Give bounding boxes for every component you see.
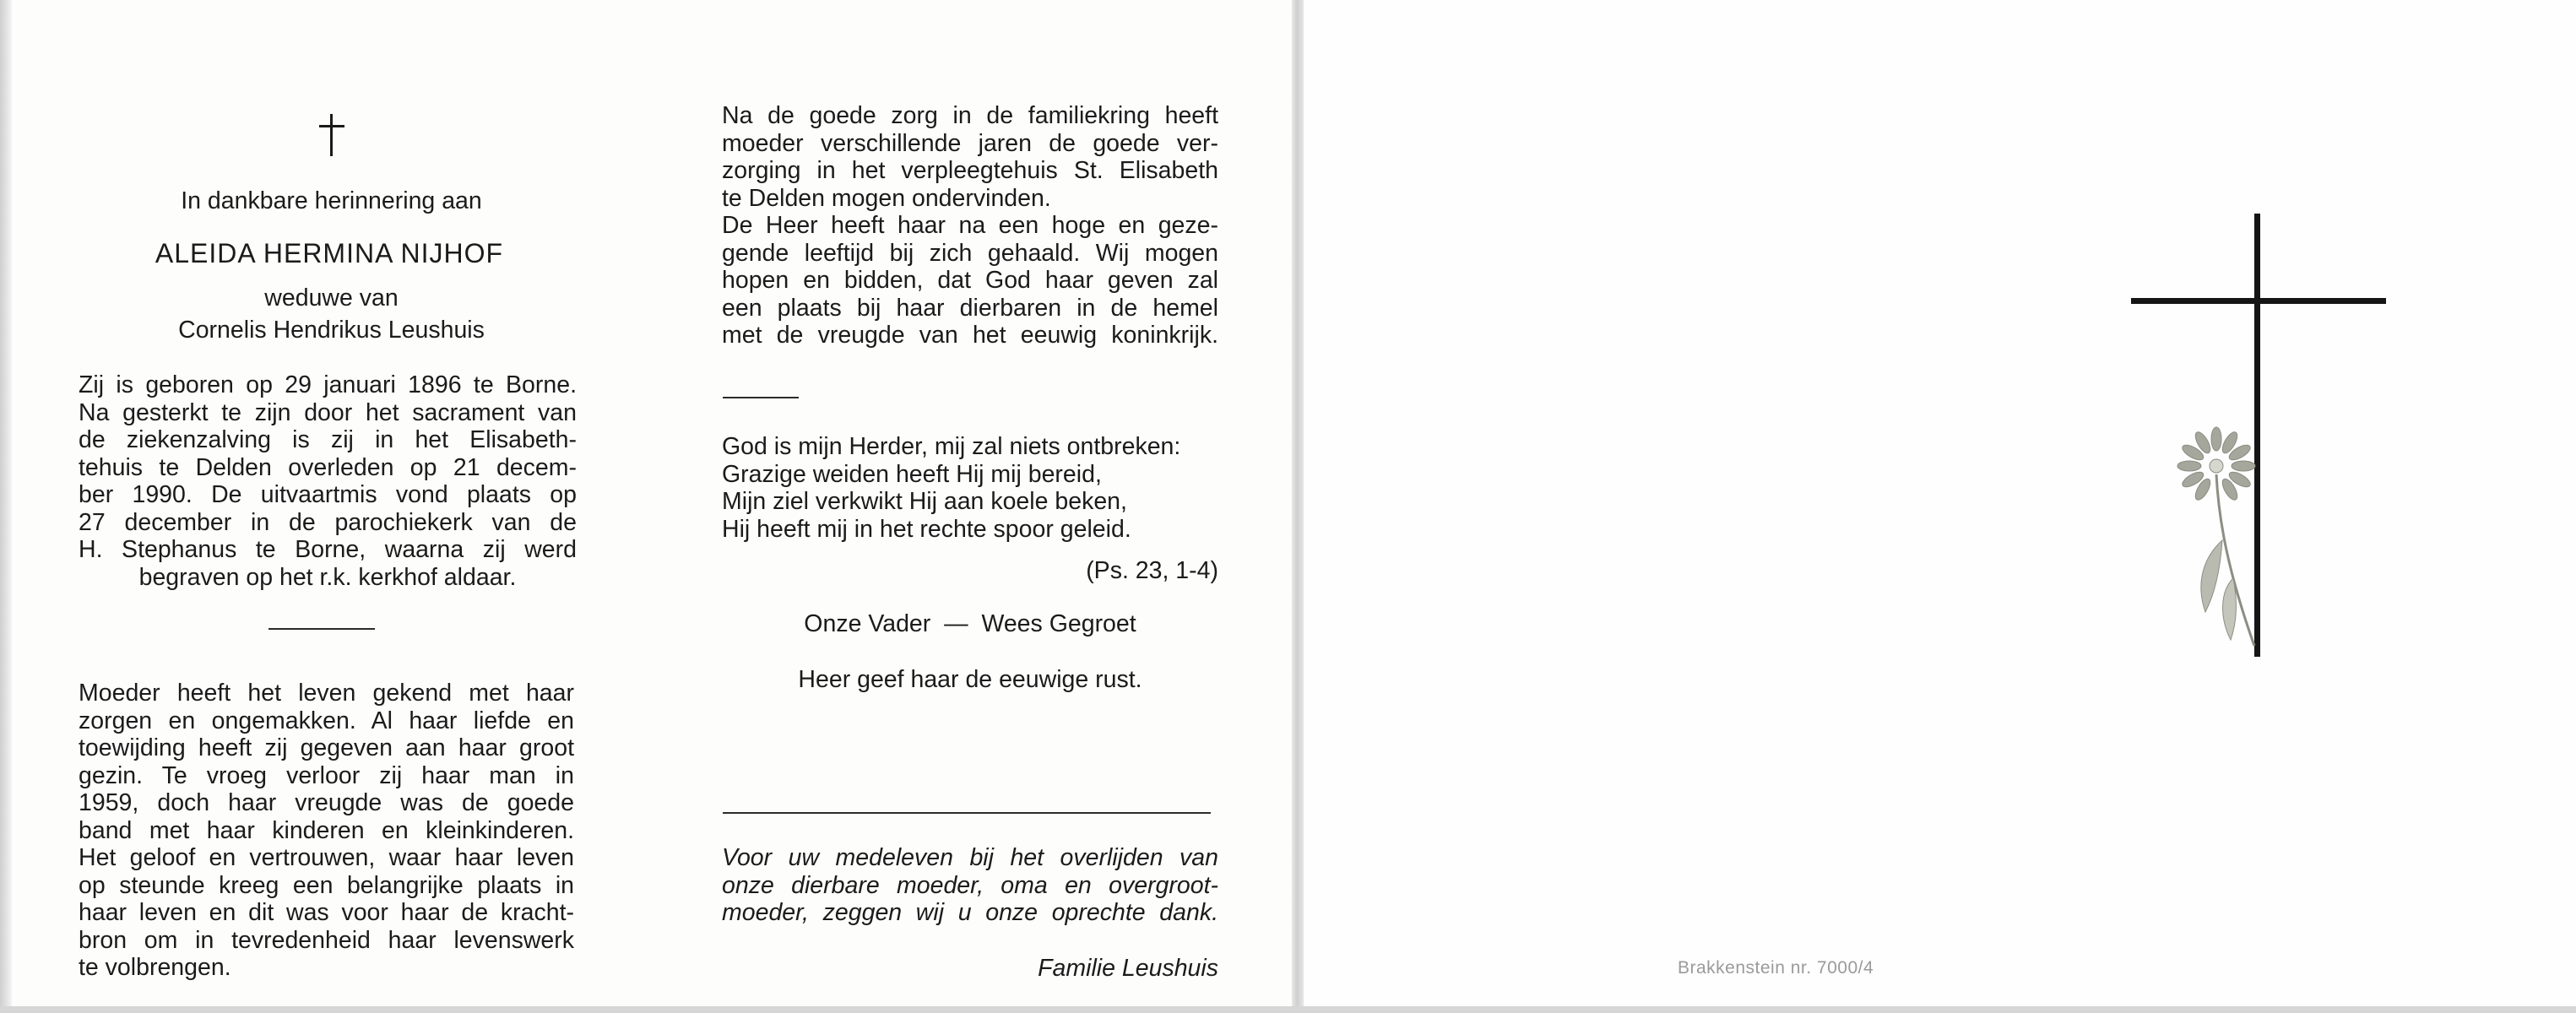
card-fold <box>1292 0 1304 1013</box>
bio-line: 27 december in de parochiekerk van de <box>79 508 577 536</box>
life-line: Het geloof en vertrouwen, waar haar leven <box>79 844 574 871</box>
bio-line: H. Stephanus te Borne, waarna zij werd <box>79 536 577 563</box>
psalm-line: Hij heeft mij in het rechte spoor geleid. <box>722 515 1131 543</box>
printer-imprint: Brakkenstein nr. 7000/4 <box>1678 958 1874 978</box>
bio-line: de ziekenzalving is zij in het Elisabeth- <box>79 426 577 453</box>
thanks-line: onze dierbare moeder, oma en overgroot- <box>722 871 1218 899</box>
thanks-line: Voor uw medeleven bij het overlijden van <box>722 844 1218 871</box>
thanks-line: moeder, zeggen wij u onze oprechte dank. <box>722 899 1218 926</box>
life-line: gezin. Te vroeg verloor zij haar man in <box>79 761 574 789</box>
life-line: zorgen en ongemakken. Al haar liefde en <box>79 707 574 734</box>
front-cover <box>1304 0 2576 1013</box>
life-line: op steunde kreeg een belangrijke plaats in <box>79 871 574 899</box>
section-divider <box>723 397 799 398</box>
life-line: band met haar kinderen en kleinkinderen. <box>79 816 574 844</box>
psalm-reference: (Ps. 23, 1-4) <box>1086 557 1218 584</box>
bio-line: Zij is geboren op 29 januari 1896 te Borne. <box>79 371 577 398</box>
care-line: De Heer heeft haar na een hoge en geze- <box>722 212 1218 239</box>
card-edge-shadow <box>0 0 12 1013</box>
section-divider-long <box>723 812 1211 814</box>
large-cross-bar <box>2131 298 2386 304</box>
scan-bottom-edge <box>0 1006 2576 1013</box>
section-divider <box>268 628 375 630</box>
care-line: gende leeftijd bij zich gehaald. Wij mogen <box>722 239 1218 267</box>
bio-line: tehuis te Delden overleden op 21 decem- <box>79 453 577 481</box>
psalm-line: God is mijn Herder, mij zal niets ontbreken: <box>722 433 1181 460</box>
care-line: moeder verschillende jaren de goede ver- <box>722 129 1218 157</box>
deceased-name: ALEIDA HERMINA NIJHOF <box>155 238 504 268</box>
life-line: te volbrengen. <box>79 954 231 981</box>
intro-line: In dankbare herinnering aan <box>181 187 482 214</box>
husband-name: Cornelis Hendrikus Leushuis <box>178 317 485 344</box>
life-line: 1959, doch haar vreugde was de goede <box>79 789 574 816</box>
flower-icon <box>2170 422 2263 658</box>
care-line: Na de goede zorg in de familiekring heeft <box>722 102 1218 129</box>
life-line: Moeder heeft het leven gekend met haar <box>79 680 574 707</box>
care-line: met de vreugde van het eeuwig koninkrijk. <box>722 322 1218 349</box>
care-line: hopen en bidden, dat God haar geven zal <box>722 267 1218 294</box>
psalm-line: Mijn ziel verkwikt Hij aan koele beken, <box>722 488 1127 515</box>
prayers-line: Onze Vader — Wees Gegroet <box>804 610 1136 637</box>
psalm-line: Grazige weiden heeft Hij mij bereid, <box>722 460 1102 488</box>
life-line: toewijding heeft zij gegeven aan haar groot <box>79 734 574 761</box>
life-line: bron om in tevredenheid haar levenswerk <box>79 926 574 954</box>
life-line: haar leven en dit was voor haar de kracht- <box>79 899 574 926</box>
eternal-rest-line: Heer geef haar de eeuwige rust. <box>798 666 1142 693</box>
care-line: te Delden mogen ondervinden. <box>722 184 1051 212</box>
widow-of-line: weduwe van <box>264 284 399 311</box>
family-signature: Familie Leushuis <box>1038 955 1218 982</box>
bio-line: begraven op het r.k. kerkhof aldaar. <box>138 563 517 591</box>
bio-line: ber 1990. De uitvaartmis vond plaats op <box>79 481 577 508</box>
care-line: zorging in het verpleegtehuis St. Elisabeth <box>722 157 1218 184</box>
bio-line: Na gesterkt te zijn door het sacrament van <box>79 398 577 426</box>
care-line: een plaats bij haar dierbaren in de hemel <box>722 294 1218 322</box>
small-cross-icon <box>317 114 346 156</box>
